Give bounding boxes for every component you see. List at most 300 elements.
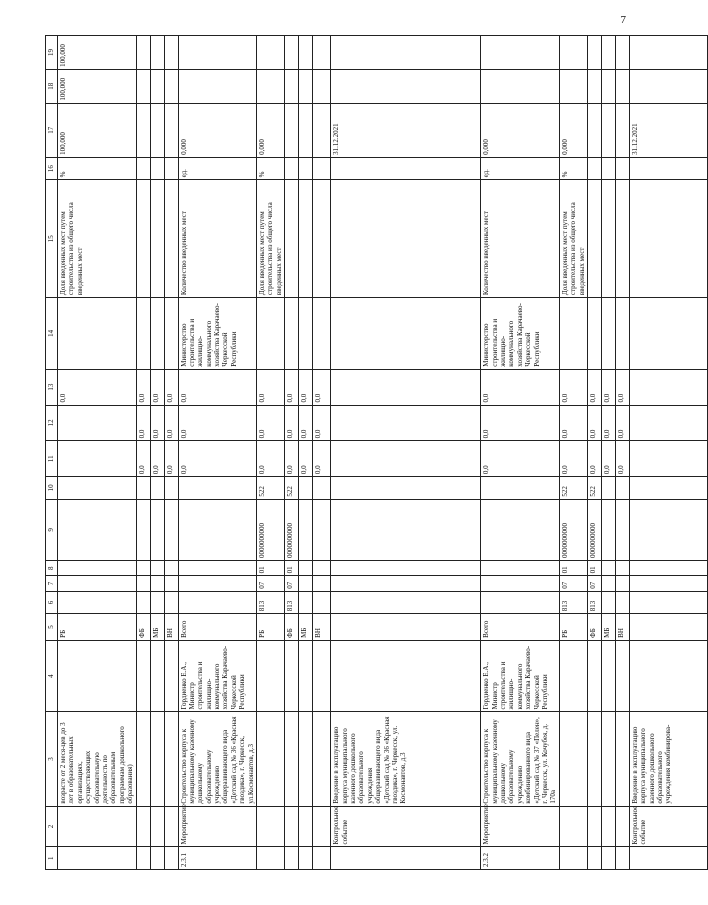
table-cell: 0,0 bbox=[559, 441, 587, 477]
table-cell bbox=[299, 576, 313, 591]
table-cell bbox=[164, 712, 178, 806]
table-cell bbox=[313, 806, 331, 847]
table-cell bbox=[331, 499, 481, 560]
table-cell bbox=[150, 591, 164, 614]
table-cell bbox=[178, 499, 257, 560]
table-cell bbox=[285, 712, 299, 806]
table-cell bbox=[299, 591, 313, 614]
table-cell: 0,0 bbox=[164, 441, 178, 477]
table-cell: 0000000000 bbox=[587, 499, 601, 560]
table-cell: Доля введенных мест путем строительства из общего числа введенных мест bbox=[257, 180, 285, 298]
table-cell: 0,0 bbox=[136, 369, 150, 405]
table-cell bbox=[136, 640, 150, 712]
table-cell: Строительство корпуса к муниципальному казенному дошкольному образовательному учреждению общеразвивающего вида «Детский сад № 36 «Красная гвоздика», г. Черкесск, ул.Космонавтов, д.3 bbox=[178, 712, 257, 806]
table-cell bbox=[615, 298, 629, 370]
table-cell bbox=[587, 847, 601, 870]
column-number-cell: 14 bbox=[46, 298, 58, 370]
table-cell bbox=[587, 103, 601, 157]
table-cell bbox=[285, 180, 299, 298]
column-number-cell: 19 bbox=[46, 36, 58, 70]
table-cell: 813 bbox=[257, 591, 285, 614]
table-cell bbox=[481, 477, 560, 500]
table-cell bbox=[587, 180, 601, 298]
table-cell bbox=[601, 712, 615, 806]
table-cell: 0,000 bbox=[559, 103, 587, 157]
table-cell: Мероприятие bbox=[481, 806, 560, 847]
table-cell bbox=[164, 103, 178, 157]
table-cell bbox=[178, 477, 257, 500]
table-cell bbox=[299, 36, 313, 70]
table-cell: 0,0 bbox=[299, 441, 313, 477]
table-cell bbox=[58, 640, 137, 712]
table-cell bbox=[299, 298, 313, 370]
table-cell bbox=[629, 499, 707, 560]
table-cell bbox=[136, 298, 150, 370]
table-cell bbox=[587, 157, 601, 180]
column-number-cell: 9 bbox=[46, 499, 58, 560]
table-cell: 01 bbox=[587, 561, 601, 576]
column-number-cell: 8 bbox=[46, 561, 58, 576]
table-cell bbox=[629, 640, 707, 712]
table-cell bbox=[150, 499, 164, 560]
table-cell bbox=[331, 180, 481, 298]
table-row bbox=[587, 36, 601, 870]
table-cell bbox=[629, 441, 707, 477]
table-cell bbox=[313, 298, 331, 370]
table-cell: Мероприятие bbox=[178, 806, 257, 847]
table-cell: 0,0 bbox=[481, 405, 560, 441]
table-cell bbox=[150, 712, 164, 806]
table-cell bbox=[615, 157, 629, 180]
column-number-cell: 1 bbox=[46, 847, 58, 870]
table-cell bbox=[58, 847, 137, 870]
table-cell: 0,0 bbox=[178, 369, 257, 405]
table-cell bbox=[136, 561, 150, 576]
table-row bbox=[481, 36, 560, 870]
table-cell bbox=[601, 180, 615, 298]
table-cell: 0,0 bbox=[136, 405, 150, 441]
table-cell bbox=[629, 405, 707, 441]
table-cell: ФБ bbox=[136, 614, 150, 641]
table-cell: РБ bbox=[58, 614, 137, 641]
table-cell bbox=[164, 69, 178, 103]
table-cell: 31.12.2021 bbox=[331, 103, 481, 157]
table-cell: 100,000 bbox=[58, 103, 137, 157]
table-row bbox=[299, 36, 313, 870]
table-cell bbox=[629, 369, 707, 405]
rotated-table-region bbox=[45, 35, 673, 870]
table-cell bbox=[331, 441, 481, 477]
table-cell: 0,0 bbox=[164, 405, 178, 441]
table-row bbox=[313, 36, 331, 870]
table-row bbox=[615, 36, 629, 870]
table-cell bbox=[615, 561, 629, 576]
table-cell bbox=[629, 847, 707, 870]
table-cell bbox=[601, 576, 615, 591]
table-cell: МБ bbox=[299, 614, 313, 641]
column-number-cell: 13 bbox=[46, 369, 58, 405]
table-cell bbox=[481, 591, 560, 614]
table-cell bbox=[285, 69, 299, 103]
table-cell bbox=[559, 640, 587, 712]
table-cell bbox=[150, 298, 164, 370]
table-cell: Министерство строительства и жилищно-коммунального хозяйства Карачаево-Черкесской Республики bbox=[481, 298, 560, 370]
table-cell: % bbox=[559, 157, 587, 180]
table-cell: 813 bbox=[587, 591, 601, 614]
table-cell bbox=[559, 69, 587, 103]
table-cell bbox=[615, 640, 629, 712]
table-cell: 100,000 bbox=[58, 69, 137, 103]
table-cell bbox=[136, 712, 150, 806]
table-cell: 0,0 bbox=[601, 369, 615, 405]
table-cell: 07 bbox=[257, 576, 285, 591]
table-cell bbox=[615, 712, 629, 806]
table-row bbox=[164, 36, 178, 870]
table-row bbox=[629, 36, 707, 870]
table-cell bbox=[601, 103, 615, 157]
table-cell: МБ bbox=[150, 614, 164, 641]
table-cell bbox=[150, 561, 164, 576]
table-cell: % bbox=[257, 157, 285, 180]
table-cell: 0,0 bbox=[481, 369, 560, 405]
table-row bbox=[559, 36, 587, 870]
table-cell bbox=[136, 36, 150, 70]
table-cell: 522 bbox=[257, 477, 285, 500]
table-cell bbox=[601, 499, 615, 560]
table-cell bbox=[285, 640, 299, 712]
table-cell bbox=[629, 180, 707, 298]
column-number-cell: 11 bbox=[46, 441, 58, 477]
table-cell bbox=[164, 180, 178, 298]
table-cell bbox=[136, 180, 150, 298]
table-cell bbox=[150, 69, 164, 103]
table-cell bbox=[331, 157, 481, 180]
table-cell bbox=[178, 576, 257, 591]
table-cell bbox=[58, 576, 137, 591]
table-cell: 07 bbox=[285, 576, 299, 591]
table-cell bbox=[313, 847, 331, 870]
table-cell bbox=[559, 847, 587, 870]
table-cell: 01 bbox=[257, 561, 285, 576]
table-cell bbox=[164, 477, 178, 500]
table-cell: 0,000 bbox=[178, 103, 257, 157]
table-cell: 0,0 bbox=[178, 441, 257, 477]
table-cell bbox=[331, 369, 481, 405]
table-cell bbox=[178, 69, 257, 103]
table-cell: Строительство корпуса к муниципальному казенному дошкольному образовательному учреждению комбинированного вида «Детский сад № 37 «Пелен», г. Черкесск, ул. Кочубея, д. 170а bbox=[481, 712, 560, 806]
table-cell bbox=[164, 806, 178, 847]
table-cell bbox=[257, 806, 285, 847]
table-cell bbox=[58, 441, 137, 477]
table-cell bbox=[164, 640, 178, 712]
table-cell: 0,0 bbox=[587, 405, 601, 441]
page-number: 7 bbox=[620, 14, 626, 26]
table-cell: 0,000 bbox=[257, 103, 285, 157]
table-cell bbox=[136, 477, 150, 500]
table-cell bbox=[164, 576, 178, 591]
table-cell: 0,0 bbox=[313, 405, 331, 441]
table-cell: 0,0 bbox=[257, 369, 285, 405]
table-cell bbox=[257, 36, 285, 70]
table-cell: Гордиенко Е.А., Министр строительства и жилищно-коммунального хозяйства Карачаево-Черкесской Республики bbox=[178, 640, 257, 712]
table-cell: Доля введенных мест путем строительства из общего числа введенных мест bbox=[559, 180, 587, 298]
table-cell bbox=[615, 847, 629, 870]
table-cell bbox=[164, 157, 178, 180]
column-number-row bbox=[46, 36, 58, 870]
table-cell bbox=[150, 640, 164, 712]
table-cell bbox=[481, 69, 560, 103]
table-cell bbox=[150, 477, 164, 500]
table-cell bbox=[601, 69, 615, 103]
table-cell bbox=[136, 847, 150, 870]
table-cell bbox=[299, 712, 313, 806]
table-cell bbox=[178, 591, 257, 614]
table-cell bbox=[150, 157, 164, 180]
table-cell bbox=[615, 180, 629, 298]
table-cell bbox=[601, 477, 615, 500]
table-cell: 0,0 bbox=[257, 441, 285, 477]
column-number-cell: 17 bbox=[46, 103, 58, 157]
table-cell bbox=[150, 576, 164, 591]
table-cell: 100,000 bbox=[58, 36, 137, 70]
table-cell bbox=[629, 36, 707, 70]
table-cell: 2.3.2 bbox=[481, 847, 560, 870]
table-cell bbox=[313, 103, 331, 157]
column-number-cell: 18 bbox=[46, 69, 58, 103]
table-cell bbox=[150, 847, 164, 870]
program-table bbox=[45, 35, 708, 870]
table-row bbox=[257, 36, 285, 870]
table-cell bbox=[331, 614, 481, 641]
table-cell bbox=[313, 576, 331, 591]
table-cell bbox=[629, 576, 707, 591]
column-number-cell: 5 bbox=[46, 614, 58, 641]
table-cell bbox=[587, 712, 601, 806]
table-cell: 0,0 bbox=[559, 369, 587, 405]
table-cell: 0,0 bbox=[615, 441, 629, 477]
table-cell bbox=[136, 69, 150, 103]
table-cell bbox=[601, 640, 615, 712]
table-cell bbox=[58, 499, 137, 560]
table-cell: 0,0 bbox=[164, 369, 178, 405]
table-cell: 0,0 bbox=[150, 441, 164, 477]
table-cell bbox=[615, 806, 629, 847]
table-cell bbox=[587, 806, 601, 847]
table-cell bbox=[313, 591, 331, 614]
table-cell bbox=[313, 561, 331, 576]
table-cell: 0,0 bbox=[601, 441, 615, 477]
table-cell bbox=[481, 561, 560, 576]
table-cell bbox=[299, 103, 313, 157]
table-row bbox=[178, 36, 257, 870]
table-cell bbox=[587, 36, 601, 70]
table-row bbox=[136, 36, 150, 870]
table-cell bbox=[313, 477, 331, 500]
column-number-cell: 3 bbox=[46, 712, 58, 806]
table-cell bbox=[150, 36, 164, 70]
table-cell bbox=[587, 69, 601, 103]
table-cell: 0,0 bbox=[313, 441, 331, 477]
table-cell bbox=[299, 640, 313, 712]
table-cell bbox=[136, 499, 150, 560]
table-cell bbox=[331, 576, 481, 591]
table-row bbox=[331, 36, 481, 870]
table-cell bbox=[615, 576, 629, 591]
table-cell bbox=[601, 561, 615, 576]
table-cell: Количество введенных мест bbox=[481, 180, 560, 298]
table-cell bbox=[313, 157, 331, 180]
table-cell bbox=[136, 591, 150, 614]
table-cell: возрасте от 2 меся-цев до 3 лет в образовательных организациях, осуществляющих образовательную деятельность по образовательным программам дошкольного образования) bbox=[58, 712, 137, 806]
table-cell bbox=[559, 298, 587, 370]
table-cell: 0,000 bbox=[481, 103, 560, 157]
table-cell bbox=[299, 157, 313, 180]
column-number-cell: 7 bbox=[46, 576, 58, 591]
table-cell bbox=[285, 103, 299, 157]
table-cell bbox=[299, 180, 313, 298]
table-cell bbox=[164, 36, 178, 70]
table-cell bbox=[299, 806, 313, 847]
table-cell bbox=[58, 561, 137, 576]
table-cell bbox=[331, 561, 481, 576]
table-cell bbox=[331, 847, 481, 870]
table-cell bbox=[629, 69, 707, 103]
column-number-cell: 12 bbox=[46, 405, 58, 441]
table-cell bbox=[136, 576, 150, 591]
table-cell bbox=[601, 591, 615, 614]
table-cell bbox=[285, 298, 299, 370]
table-cell bbox=[164, 499, 178, 560]
table-cell bbox=[58, 477, 137, 500]
table-cell bbox=[331, 405, 481, 441]
table-cell: 522 bbox=[587, 477, 601, 500]
table-cell bbox=[481, 36, 560, 70]
table-cell bbox=[559, 36, 587, 70]
table-cell: Количество введенных мест bbox=[178, 180, 257, 298]
table-cell: 0,0 bbox=[150, 369, 164, 405]
table-cell: ед. bbox=[481, 157, 560, 180]
table-cell: % bbox=[58, 157, 137, 180]
table-cell bbox=[257, 712, 285, 806]
table-cell: Гордиенко Е.А., Министр строительства и жилищно-коммунального хозяйства Карачаево-Черкесской Республики bbox=[481, 640, 560, 712]
table-cell: 2.3.1 bbox=[178, 847, 257, 870]
table-cell bbox=[164, 298, 178, 370]
table-cell bbox=[285, 806, 299, 847]
table-cell: 01 bbox=[559, 561, 587, 576]
table-cell bbox=[601, 847, 615, 870]
table-cell bbox=[601, 157, 615, 180]
table-cell bbox=[313, 499, 331, 560]
table-cell bbox=[150, 180, 164, 298]
table-cell bbox=[299, 69, 313, 103]
table-cell: 0,0 bbox=[313, 369, 331, 405]
table-cell bbox=[615, 69, 629, 103]
table-row bbox=[150, 36, 164, 870]
table-cell bbox=[136, 806, 150, 847]
table-cell: 0,0 bbox=[257, 405, 285, 441]
table-cell bbox=[629, 561, 707, 576]
table-cell: МБ bbox=[601, 614, 615, 641]
table-cell: Всего bbox=[178, 614, 257, 641]
table-cell bbox=[313, 640, 331, 712]
table-cell: 522 bbox=[559, 477, 587, 500]
table-cell bbox=[587, 298, 601, 370]
table-cell bbox=[559, 806, 587, 847]
column-number-cell: 10 bbox=[46, 477, 58, 500]
table-cell bbox=[481, 576, 560, 591]
table-cell bbox=[331, 298, 481, 370]
table-cell: 0,0 bbox=[178, 405, 257, 441]
table-cell: 0000000000 bbox=[285, 499, 299, 560]
table-cell: Министерство строительства и жилищно-коммунального хозяйства Карачаево-Черкесской Республики bbox=[178, 298, 257, 370]
table-cell bbox=[313, 36, 331, 70]
table-cell bbox=[58, 298, 137, 370]
table-cell: 0,0 bbox=[285, 369, 299, 405]
table-cell bbox=[615, 36, 629, 70]
table-cell bbox=[629, 298, 707, 370]
table-cell: 0,0 bbox=[299, 369, 313, 405]
table-cell: ВН bbox=[164, 614, 178, 641]
table-cell: ВН bbox=[615, 614, 629, 641]
table-cell bbox=[559, 712, 587, 806]
table-cell bbox=[257, 640, 285, 712]
table-cell: 813 bbox=[559, 591, 587, 614]
table-cell bbox=[331, 591, 481, 614]
table-cell: 0,0 bbox=[559, 405, 587, 441]
table-cell bbox=[331, 36, 481, 70]
table-cell bbox=[178, 561, 257, 576]
column-number-cell: 15 bbox=[46, 180, 58, 298]
table-cell bbox=[615, 591, 629, 614]
table-cell: ВН bbox=[313, 614, 331, 641]
table-cell bbox=[587, 640, 601, 712]
table-cell: Введение в эксплуатацию корпуса муниципального казенного дошкольного образовательного учреждения общеразвивающего вида «Детский сад № 36 «Красная гвоздика», г. Черкесск, ул. Космонавтов, д.3 bbox=[331, 712, 481, 806]
column-number-cell: 4 bbox=[46, 640, 58, 712]
table-cell bbox=[150, 806, 164, 847]
table-cell bbox=[481, 499, 560, 560]
table-cell: Контрольное событие bbox=[331, 806, 481, 847]
table-cell: 0,0 bbox=[136, 441, 150, 477]
table-cell: Контрольное событие bbox=[629, 806, 707, 847]
table-cell bbox=[136, 103, 150, 157]
table-cell bbox=[299, 499, 313, 560]
table-cell: 0,0 bbox=[481, 441, 560, 477]
table-cell: Введение в эксплуатацию корпуса муниципального казенного дошкольного образовательного учреждения комбинирова- bbox=[629, 712, 707, 806]
table-cell bbox=[285, 36, 299, 70]
table-cell: 07 bbox=[587, 576, 601, 591]
table-cell bbox=[58, 591, 137, 614]
table-cell bbox=[164, 561, 178, 576]
table-cell bbox=[629, 157, 707, 180]
table-cell bbox=[313, 712, 331, 806]
table-cell: 0,0 bbox=[587, 441, 601, 477]
table-cell bbox=[615, 103, 629, 157]
table-cell bbox=[299, 477, 313, 500]
table-cell bbox=[164, 591, 178, 614]
table-cell bbox=[178, 36, 257, 70]
table-cell: 0,0 bbox=[58, 369, 137, 405]
table-cell bbox=[136, 157, 150, 180]
table-cell bbox=[299, 847, 313, 870]
column-number-cell: 2 bbox=[46, 806, 58, 847]
table-cell: 0,0 bbox=[285, 441, 299, 477]
column-number-cell: 16 bbox=[46, 157, 58, 180]
table-cell: РБ bbox=[257, 614, 285, 641]
table-cell bbox=[299, 561, 313, 576]
table-cell bbox=[629, 614, 707, 641]
table-cell bbox=[313, 180, 331, 298]
table-cell bbox=[331, 477, 481, 500]
